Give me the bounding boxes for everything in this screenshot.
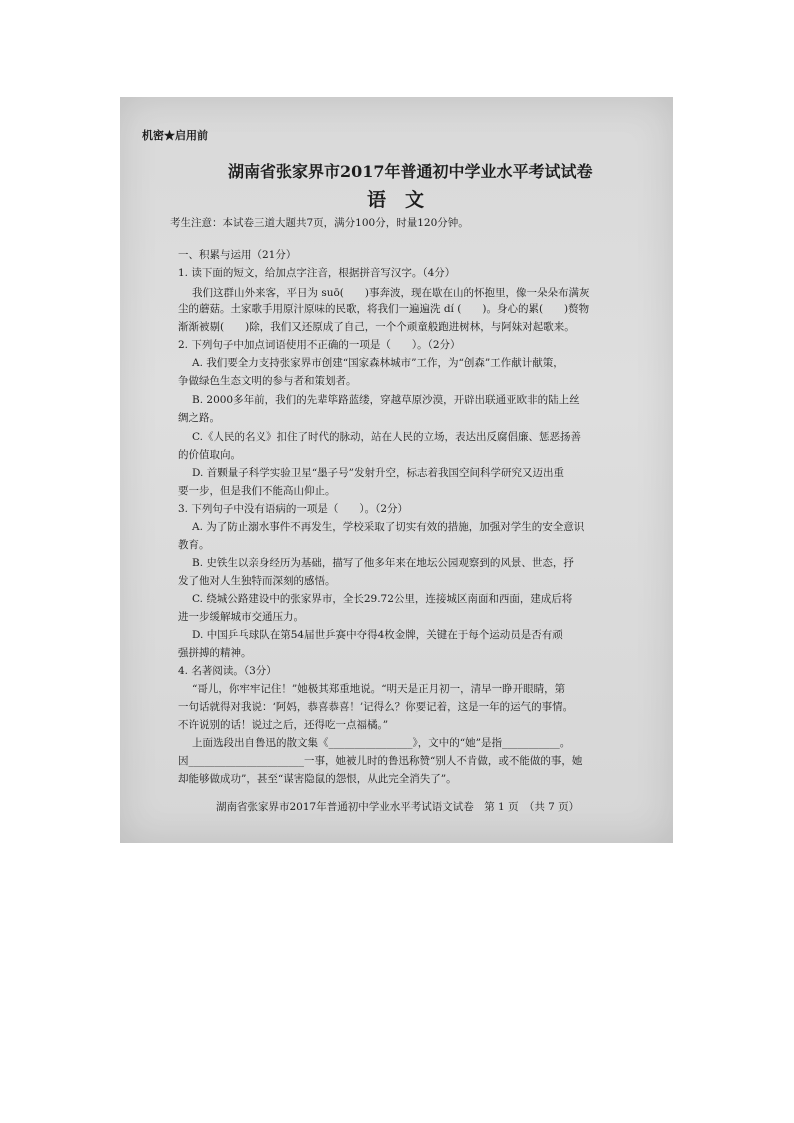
q4-stem: 4. 名著阅读。（3分） [178,665,277,677]
q2-option-c-cont: 的价值取向。 [178,449,241,461]
subject-title: 语 文 [367,189,425,211]
q2-option-c: C.《人民的名义》扣住了时代的脉动，站在人民的立场，表达出反腐倡廉、惩恶扬善 [192,431,581,443]
q2-option-b-cont: 绸之路。 [178,412,220,424]
q3-option-a: A. 为了防止溺水事件不再发生，学校采取了切实有效的措施，加强对学生的安全意识 [192,521,585,533]
q3-stem: 3. 下列句子中没有语病的一项是（ ）。（2分） [178,503,409,515]
q2-option-b: B. 2000多年前，我们的先辈筚路蓝缕，穿越草原沙漠，开辟出联通亚欧非的陆上丝 [192,394,580,406]
page-footer: 湖南省张家界市2017年普通初中学业水平考试语文试卷 第 1 页 （共 7 页） [216,801,580,813]
q2-option-d-cont: 要一步，但是我们不能高山仰止。 [178,485,336,497]
q2-option-a: A. 我们要全力支持张家界市创建“国家森林城市”工作，为“创森”工作献计献策， [192,357,564,369]
photographed-exam-page [120,97,673,843]
q3-option-d: D. 中国乒乓球队在第54届世乒赛中夺得4枚金牌，关键在于每个运动员是否有顽 [192,629,563,641]
q3-option-c: C. 绕城公路建设中的张家界市，全长29.72公里，连接城区南面和西面，建成后将 [192,593,573,605]
q3-option-c-cont: 进一步缓解城市交通压力。 [178,611,304,623]
q1-passage-line: 我们这群山外来客，平日为 suō( )事奔波，现在歇在山的怀抱里，像一朵朵布满灰 [192,287,590,299]
q2-option-a-cont: 争做绿色生态文明的参与者和策划者。 [178,375,357,387]
exam-title: 湖南省张家界市2017年普通初中学业水平考试试卷 [228,162,593,181]
q4-fill-line: 却能够做成功”，甚至“谋害隐鼠的怨恨，从此完全消失了”。 [178,773,457,785]
section-heading: 一、积累与运用（21分） [178,249,297,261]
q3-option-b: B. 史铁生以亲身经历为基础，描写了他多年来在地坛公园观察到的风景、世态，抒 [192,557,574,569]
q4-excerpt-line: 一句话就得对我说：‘阿妈，恭喜恭喜！’记得么？你要记着，这是一年的运气的事情。 [178,701,574,713]
q3-option-d-cont: 强拼搏的精神。 [178,647,252,659]
exam-notice: 考生注意：本试卷三道大题共7页，满分100分，时量120分钟。 [170,217,469,229]
q4-fill-line: 上面选段出自鲁迅的散文集《________________》，文中的“她”是指___________。 [192,737,571,749]
q4-excerpt-line: “哥儿，你牢牢记住！”她极其郑重地说。“明天是正月初一，清早一睁开眼睛，第 [192,683,566,695]
q2-option-d: D. 首颗量子科学实验卫星“墨子号”发射升空，标志着我国空间科学研究又迈出重 [192,467,564,479]
q1-passage-line: 尘的蘑菇。土家歌手用原汁原味的民歌，将我们一遍遍洗 dí ( )。身心的累( )赘物 [178,303,590,315]
q3-option-b-cont: 发了他对人生独特而深刻的感悟。 [178,575,336,587]
confidential-label: 机密★启用前 [142,129,208,142]
q2-stem: 2. 下列句子中加点词语使用不正确的一项是（ ）。（2分） [178,339,461,351]
q1-passage-line: 渐渐被剔( )除，我们又还原成了自己，一个个顽童般跑进树林，与阿妹对起歌来。 [178,321,575,333]
q4-excerpt-line: 不许说别的话！说过之后，还得吃一点福橘。” [178,719,389,731]
q4-fill-line: 因______________________一事，她被儿时的鲁迅称赞“别人不肯做，或不能做的事，她 [178,755,583,767]
q3-option-a-cont: 教育。 [178,539,210,551]
q1-stem: 1. 读下面的短文，给加点字注音，根据拼音写汉字。（4分） [178,267,456,279]
